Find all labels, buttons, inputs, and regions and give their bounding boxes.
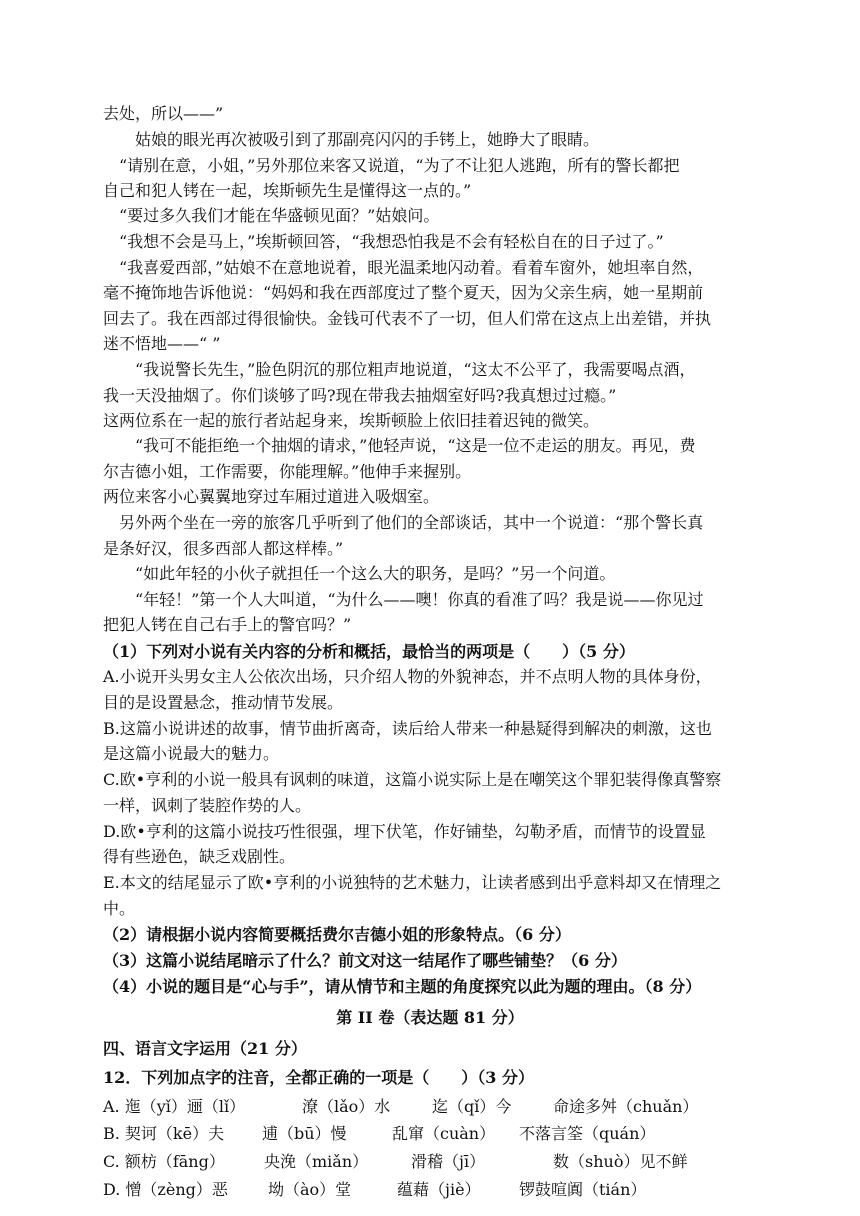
question-1-option: A.小说开头男女主人公依次出场，只介绍人物的外貌神态，并不点明人物的具体身份，: [103, 667, 712, 686]
question-1-option: 得有些逊色，缺乏戏剧性。: [103, 847, 296, 866]
part-2-title: 第 II 卷（表达题 81 分）: [336, 1008, 524, 1027]
option-cell: 命途多舛（chuǎn）: [553, 1097, 699, 1116]
option-cell: 蕴藉（jiè）: [397, 1180, 481, 1199]
question-1-option: 目的是设置悬念，推动情节发展。: [103, 693, 344, 712]
question-3: （3）这篇小说结尾暗示了什么？前文对这一结尾作了哪些铺垫？（6 分）: [103, 951, 627, 970]
section-4-heading: 四、语言文字运用（21 分）: [103, 1039, 307, 1058]
option-cell: 坳（ào）堂: [268, 1180, 352, 1199]
option-cell: 乱窜（cuàn）: [392, 1124, 496, 1143]
story-line: 迷不悟地——“ ”: [103, 334, 221, 353]
option-cell: 逋（bū）慢: [262, 1124, 347, 1143]
option-cell: 央浼（miǎn）: [264, 1152, 369, 1171]
story-line: 把犯人铐在自己右手上的警官吗？”: [103, 615, 352, 634]
option-cell: 锣鼓喧阗（tián）: [519, 1180, 647, 1199]
story-line: “我说警长先生，”脸色阴沉的那位粗声地说道，“这太不公平了，我需要喝点酒，: [135, 360, 696, 379]
question-12-stem: 12．下列加点字的注音，全都正确的一项是（ ）（3 分）: [103, 1068, 534, 1087]
option-cell: 不落言筌（quán）: [519, 1124, 656, 1143]
option-cell: A. 迤（yǐ）逦（lǐ）: [103, 1097, 246, 1116]
question-1-option: D.欧•亨利的这篇小说技巧性很强，埋下伏笔，作好铺垫，勾勒矛盾，而情节的设置显: [103, 822, 706, 841]
story-line: “我可不能拒绝一个抽烟的请求，”他轻声说，“这是一位不走运的朋友。再见，费: [135, 436, 696, 455]
story-line: 是条好汉，很多西部人都这样棒。”: [103, 539, 344, 558]
question-1-option: E.本文的结尾显示了欧•亨利的小说独特的艺术魅力，让读者感到出乎意料却又在情理之: [103, 873, 722, 892]
option-cell: D. 憎（zèng）恶: [103, 1180, 228, 1199]
question-1-option: 中。: [103, 899, 136, 918]
story-line: 这两位系在一起的旅行者站起身来，埃斯顿脸上依旧挂着迟钝的微笑。: [103, 411, 600, 430]
story-line: 自己和犯人铐在一起，埃斯顿先生是懂得这一点的。”: [103, 181, 472, 200]
story-line: “要过多久我们才能在华盛顿见面？”姑娘问。: [119, 206, 440, 225]
story-line: 另外两个坐在一旁的旅客几乎听到了他们的全部谈话，其中一个说道：“那个警长真: [119, 513, 704, 532]
option-cell: 迄（qǐ）今: [432, 1097, 512, 1116]
story-line: 去处，所以——”: [103, 104, 224, 123]
question-2: （2）请根据小说内容简要概括费尔吉德小姐的形象特点。（6 分）: [103, 925, 571, 944]
option-cell: B. 契诃（kē）夫: [103, 1124, 225, 1143]
option-cell: 数（shuò）见不鲜: [553, 1152, 688, 1171]
story-line: 两位来客小心翼翼地穿过车厢过道进入吸烟室。: [103, 487, 440, 506]
question-1-option: 一样，讽刺了装腔作势的人。: [103, 796, 312, 815]
question-1-option: B.这篇小说讲述的故事，情节曲折离奇，读后给人带来一种悬疑得到解决的刺激，这也: [103, 719, 712, 738]
question-1-stem: （1）下列对小说有关内容的分析和概括，最恰当的两项是（ ）（5 分）: [103, 642, 635, 661]
story-line: “年轻！”第一个人大叫道，“为什么——噢！你真的看准了吗？我是说——你见过: [135, 590, 704, 609]
option-cell: 滑稽（jī）: [411, 1152, 486, 1171]
story-line: 姑娘的眼光再次被吸引到了那副亮闪闪的手铐上，她睁大了眼睛。: [135, 130, 600, 149]
story-line: “如此年轻的小伙子就担任一个这么大的职务，是吗？”另一个问道。: [135, 564, 616, 583]
question-1-option: 是这篇小说最大的魅力。: [103, 744, 280, 763]
story-line: 回去了。我在西部过得很愉快。金钱可代表不了一切，但人们常在这点上出差错，并执: [103, 309, 712, 328]
story-line: 尔吉德小姐，工作需要，你能理解。”他伸手来握别。: [103, 462, 472, 481]
story-line: 毫不掩饰地告诉他说：“妈妈和我在西部度过了整个夏天，因为父亲生病，她一星期前: [103, 283, 704, 302]
option-cell: C. 额枋（fāng）: [103, 1152, 225, 1171]
story-line: “我想不会是马上，”埃斯顿回答，“我想恐怕我是不会有轻松自在的日子过了。”: [119, 232, 664, 251]
story-line: “请别在意，小姐，”另外那位来客又说道，“为了不让犯人逃跑，所有的警长都把: [119, 156, 680, 175]
story-line: 我一天没抽烟了。你们谈够了吗?现在带我去抽烟室好吗?我真想过过瘾。”: [103, 386, 617, 405]
story-line: “我喜爱西部，”姑娘不在意地说着，眼光温柔地闪动着。看着车窗外，她坦率自然，: [119, 258, 704, 277]
option-cell: 潦（lǎo）水: [302, 1097, 391, 1116]
question-1-option: C.欧•亨利的小说一般具有讽刺的味道，这篇小说实际上是在嘲笑这个罪犯装得像真警察: [103, 770, 722, 789]
question-4: （4）小说的题目是“心与手”，请从情节和主题的角度探究以此为题的理由。（8 分）: [103, 977, 702, 996]
